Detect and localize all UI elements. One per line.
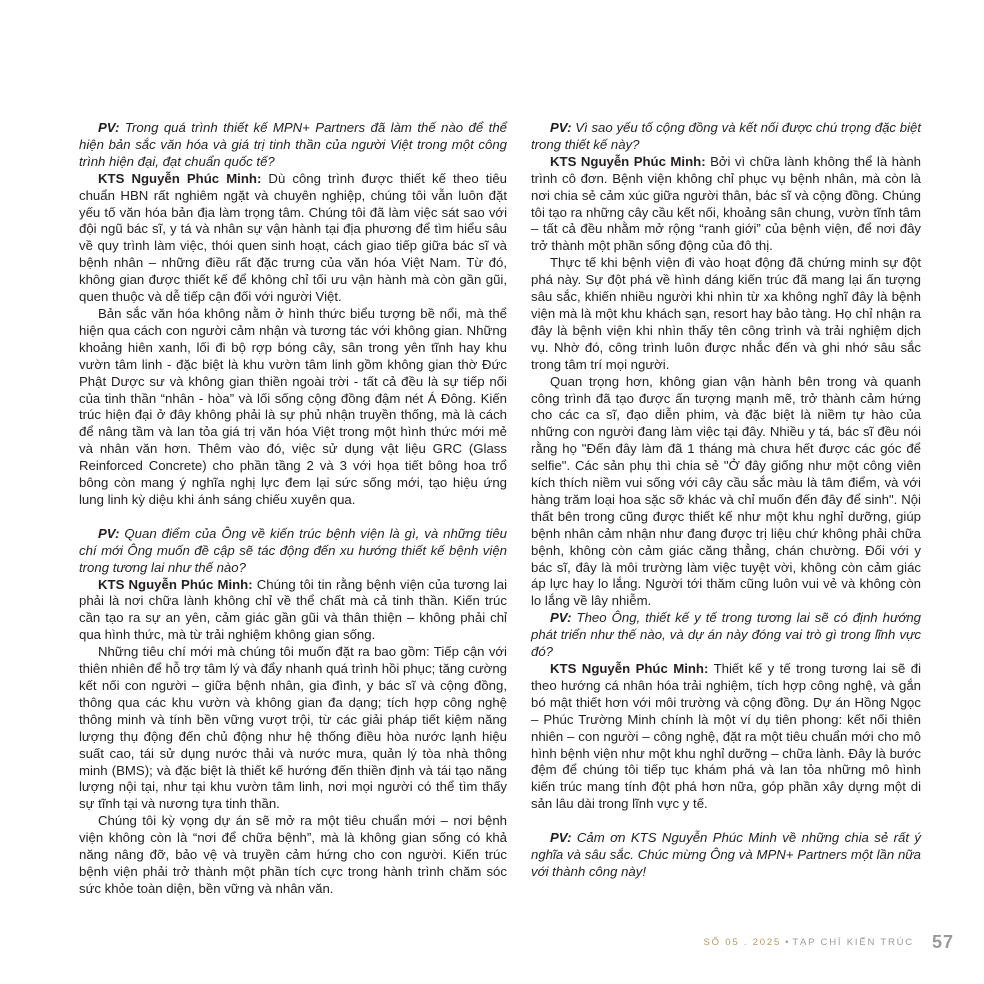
- question-text: Trong quá trình thiết kế MPN+ Partners đã làm thế nào để thể hiện bản sắc văn hóa và giá trị tinh thần của người Việt trong một công trình hiện đại, đạt chuẩn quốc tế?: [79, 120, 507, 169]
- paragraph: Chúng tôi kỳ vọng dự án sẽ mở ra một tiêu chuẩn mới – nơi bệnh viện không còn là “nơi để chữa bệnh”, mà là không gian sống có khả năng nâng đỡ, bảo vệ và truyền cảm hứng cho con người. Kiến trúc bệnh viện phải trở thành một phần tích cực trong hành trình chăm sóc sức khỏe toàn diện, bền vững và nhân văn.: [79, 813, 507, 896]
- paragraph-gap: [531, 813, 921, 830]
- paragraph: Thực tế khi bệnh viện đi vào hoạt động đã chứng minh sự đột phá này. Sự đột phá về hình dáng kiến trúc đã mang lại ấn tượng sâu sắc, khiến nhiều người khi nhìn từ xa không nghĩ đây là bệnh viện mà là một khu khách sạn, resort hay bảo tàng. Họ chỉ nhận ra đây là bệnh viện khi nhìn thấy tên công trình và trải nghiệm dịch vụ. Nhờ đó, công trình luôn được nhắc đến và ghi nhớ sâu sắc trong tâm trí mọi người.: [531, 255, 921, 372]
- right-column: [531, 120, 921, 881]
- page-footer: [703, 932, 954, 953]
- question-text: Theo Ông, thiết kế y tế trong tương lai sẽ có định hướng phát triển như thế nào, và dự án này đóng vai trò gì trong lĩnh vực đó?: [531, 610, 921, 660]
- answer-2: [79, 577, 507, 645]
- speaker-label: KTS Nguyễn Phúc Minh:: [98, 170, 262, 186]
- paragraph-gap: [79, 509, 507, 526]
- answer-4: [531, 661, 921, 813]
- paragraph: Những tiêu chí mới mà chúng tôi muốn đặt ra bao gồm: Tiếp cận với thiên nhiên để hỗ trợ tâm lý và đẩy nhanh quá trình hồi phục; tăng cường kết nối con người – giữa bệnh nhân, gia đình, y bác sĩ và cộng đồng, thông qua các khu vườn và không gian đa dạng; tích hợp công nghệ thông minh và tính bền vững vượt trội, từ các giải pháp tiết kiệm năng lượng thụ động đến chủ động như hệ thống điều hòa nước lạnh hiệu suất cao, tái sử dụng nước thải và nước mưa, quản lý tòa nhà thông minh (BMS); và đặc biệt là thiết kế hướng đến thiền định và tái tạo năng lượng nội tại, như tại khu vườn tâm linh, nơi mọi người có thể tìm thấy sự tĩnh tại và nương tựa tinh thần.: [79, 644, 507, 812]
- question-label: PV:: [550, 610, 572, 626]
- closing-text: Cảm ơn KTS Nguyễn Phúc Minh về những chia sẻ rất ý nghĩa và sâu sắc. Chúc mừng Ông và MPN+ Partners một lần nữa với thành công này!: [531, 830, 921, 879]
- question-1: [79, 120, 507, 171]
- question-text: Quan điểm của Ông về kiến trúc bệnh viện là gì, và những tiêu chí mới Ông muốn đề cập sẽ tác động đến xu hướng thiết kế bệnh viện trong tương lai như thế nào?: [79, 525, 507, 575]
- page-number: 57: [931, 932, 954, 952]
- answer-text: Chúng tôi tin rằng bệnh viện của tương lai phải là nơi chữa lành không chỉ về thể chất mà cả tinh thần. Kiến trúc cần tạo ra sự an yên, cảm giác gần gũi và thân thiện – không phải chỉ qua hình thức, mà từ trải nghiệm không gian sống.: [79, 576, 507, 643]
- magazine-name: TẠP CHÍ KIẾN TRÚC: [792, 937, 914, 948]
- question-text: Vì sao yếu tố cộng đồng và kết nối được chú trọng đặc biệt trong thiết kế này?: [531, 120, 921, 152]
- answer-text: Thiết kế y tế trong tương lai sẽ đi theo hướng cá nhân hóa trải nghiệm, tích hợp công nghệ, và gắn bó mật thiết hơn với môi trường và cộng đồng. Dự án Hồng Ngọc – Phúc Trường Minh chính là một ví dụ tiên phong: kết nối thiên nhiên – con người – công nghệ, đặt ra một tiêu chuẩn mới cho mô hình bệnh viện như một khu nghỉ dưỡng – chữa lành. Đây là bước đệm để chúng tôi tiếp tục khám phá và lan tỏa những mô hình kiến trúc mang tính đột phá hơn nữa, góp phần xây dựng một di sản lâu dài trong lĩnh vực y tế.: [531, 661, 922, 812]
- question-label: PV:: [98, 120, 120, 135]
- speaker-label: KTS Nguyễn Phúc Minh:: [98, 576, 253, 592]
- paragraph: Quan trọng hơn, không gian vận hành bên trong và quanh công trình đã tạo được ấn tượng mạnh mẽ, trở thành cảm hứng cho các ca sĩ, đạo diễn phim, và đặc biệt là niềm tự hào của những con người đang làm việc tại đây. Nhiều y tá, bác sĩ đều nói rằng họ "Đến đây làm đã 1 tháng mà chưa hết được các góc để selfie". Các sản phụ thì chia sẻ "Ở đây giống như một công viên kích thích niềm vui sống với cây cầu sắc màu là tâm điểm, và với hàng trăm loại hoa sặc sỡ khác và chỉ muốn đến đây để sinh". Nội thất bên trong cũng được thiết kế như một khu nghỉ dưỡng, giúp bệnh nhân cảm nhận như đang được trị liệu chứ không phải chữa bệnh, không còn cảm giác căng thẳng, chán chường. Đối với y bác sĩ, đây là môi trường làm việc tuyệt vời, không còn cảm giác áp lực hay lo lắng. Người tới thăm cũng luôn vui vẻ và không còn lo lắng về lây nhiễm.: [531, 373, 921, 609]
- paragraph: Bản sắc văn hóa không nằm ở hình thức biểu tượng bề nổi, mà thể hiện qua cách con người cảm nhận và tương tác với không gian. Những khoảng hiên xanh, lối đi bộ rợp bóng cây, sân trong yên tĩnh hay khu vườn tâm linh - đặc biệt là khu vườn tâm linh gồm không gian thờ Đức Phật Dược sư và không gian thiền ngoài trời - tất cả đều là sự tiếp nối của tinh thần “nhân - hòa” và lối sống cộng đồng đậm nét Á Đông. Kiến trúc hiện đại ở đây không phải là sự phủ nhận truyền thống, mà là cách để nâng tầm và lan tỏa giá trị văn hóa Việt trong một hình thức mới mẻ và nhân văn hơn. Thêm vào đó, việc sử dụng vật liệu GRC (Glass Reinforced Concrete) cho phần tầng 2 và 3 với họa tiết bông hoa trổ bông còn mang ý nghĩa nghị lực đem lại sức sống mới, tạo hiệu ứng lung linh kỳ diệu khi ánh sáng chiếu xuyên qua.: [79, 305, 507, 507]
- speaker-label: KTS Nguyễn Phúc Minh:: [550, 153, 706, 169]
- answer-text: Dù công trình được thiết kế theo tiêu chuẩn HBN rất nghiêm ngặt và chuyên nghiệp, chúng tôi vẫn luôn đặt yếu tố văn hóa bản địa làm trọng tâm. Chúng tôi đã làm việc sát sao với đội ngũ bác sĩ, y tá và nhân sự vận hành tại địa phương để tìm hiểu sâu về quy trình làm việc, thói quen sinh hoạt, cách giao tiếp giữa bác sĩ và bệnh nhân – những điều rất đặc trưng của văn hóa Việt Nam. Từ đó, không gian được thiết kế để không chỉ tối ưu vận hành mà còn gần gũi, quen thuộc và dễ tiếp cận đối với người Việt.: [79, 170, 507, 305]
- closing-remark: [531, 830, 921, 881]
- footer-separator: •: [785, 937, 789, 948]
- speaker-label: KTS Nguyễn Phúc Minh:: [550, 661, 709, 676]
- question-label: PV:: [550, 830, 572, 846]
- issue-number: SỐ 05 . 2025: [703, 937, 782, 948]
- question-4: [531, 610, 921, 661]
- answer-text: Bởi vì chữa lành không thể là hành trình cô đơn. Bệnh viện không chỉ phục vụ bệnh nhân, mà còn là nơi chia sẻ cảm xúc giữa người thân, bác sĩ và cộng đồng. Chúng tôi tạo ra những cây cầu kết nối, khoảng sân chung, vườn tĩnh tâm – tất cả đều nhằm mở rộng “ranh giới” của bệnh viện, để nơi đây trở thành một phần sống động của đô thị.: [531, 153, 921, 254]
- question-label: PV:: [550, 120, 572, 135]
- question-3: [531, 120, 921, 154]
- answer-1: [79, 171, 507, 306]
- left-column: [79, 120, 507, 898]
- answer-3: [531, 154, 921, 255]
- question-2: [79, 526, 507, 577]
- question-label: PV:: [98, 525, 120, 541]
